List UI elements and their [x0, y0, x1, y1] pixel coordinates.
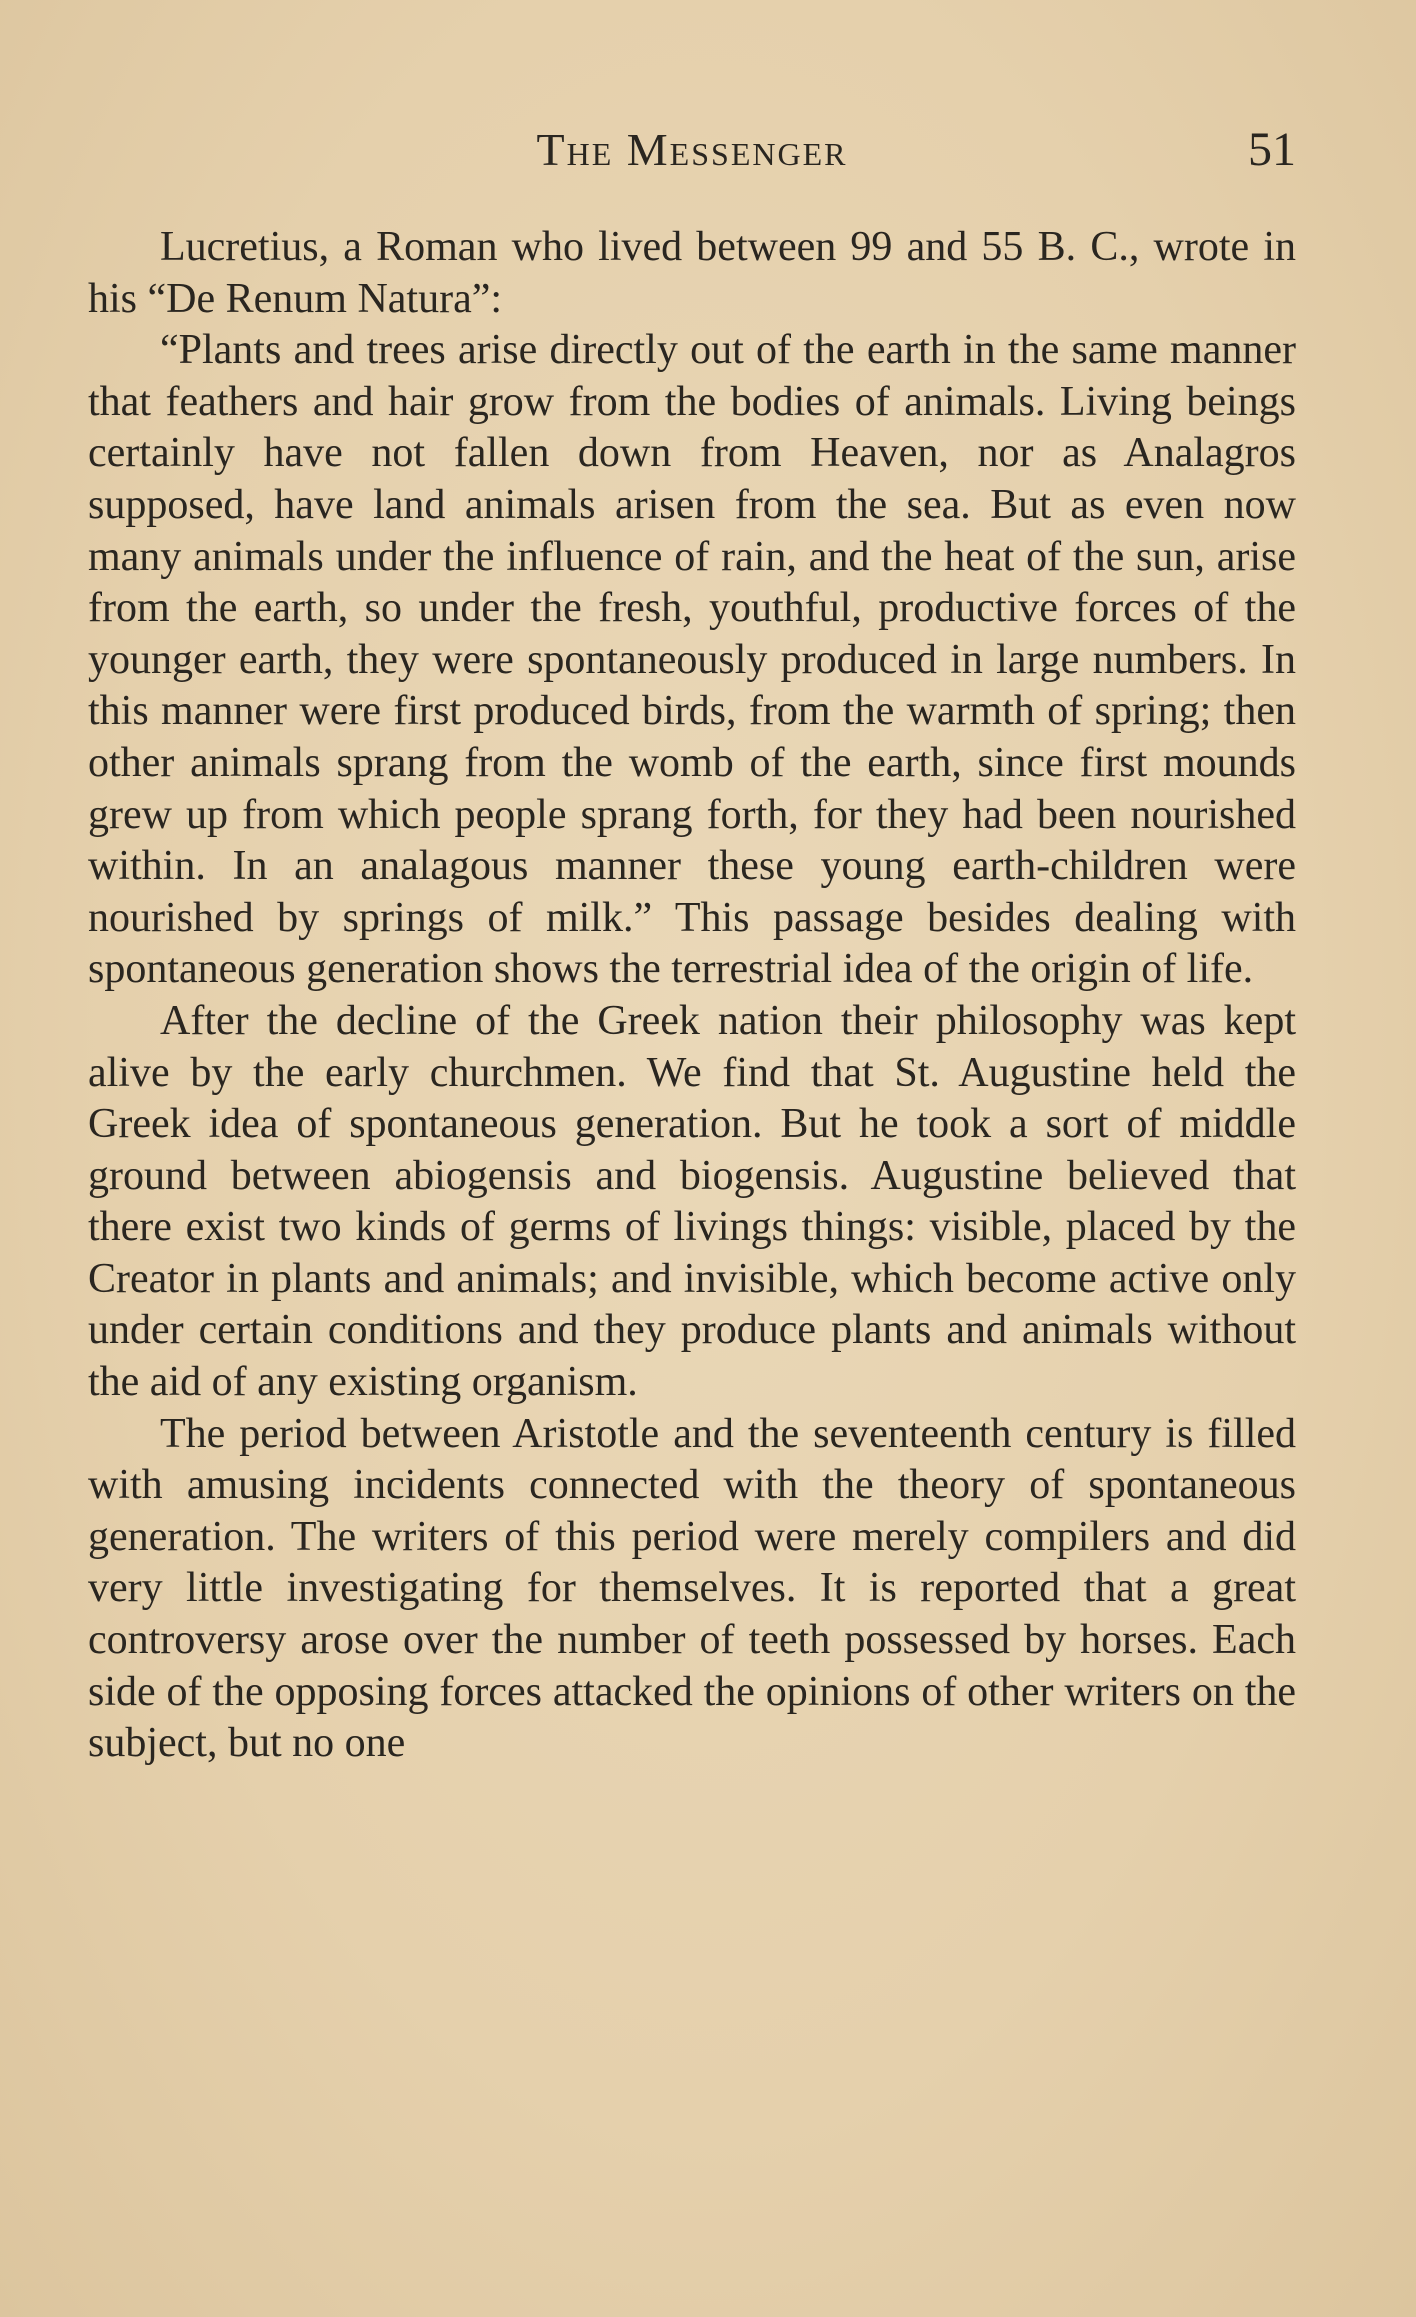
running-title: The Messenger: [536, 124, 848, 175]
body-text: [88, 222, 1296, 1770]
page-header: [88, 120, 1296, 180]
paragraph-aristotle-period: The period between Aristotle and the seventeenth century is filled with amusing incidents connected with the theory of spontaneous generation. The writers of this period were merely compilers and did very little investigating for themselves. It is reported that a great controversy arose over the number of teeth possessed by horses. Each side of the opposing forces attacked the opinions of other writers on the subject, but no one: [88, 1410, 1296, 1767]
page-number: 51: [1248, 123, 1296, 176]
paragraph-lucretius-intro: Lucretius, a Roman who lived between 99 and 55 B. C., wrote in his “De Renum Natura”:: [88, 224, 1296, 322]
paragraph-augustine: After the decline of the Greek nation their philosophy was kept alive by the early churchmen. We find that St. Augustine held the Greek idea of spontaneous generation. But he took a sort of middle ground between abiogensis and biogensis. Augustine believed that there exist two kinds of germs of livings things: visible, placed by the Creator in plants and animals; and invisible, which become active only under certain conditions and they produce plants and animals without the aid of any existing organism.: [88, 997, 1296, 1406]
paragraph-lucretius-quote: “Plants and trees arise directly out of the earth in the same manner that feathers and hair grow from the bodies of animals. Living beings certainly have not fallen down from Heaven, nor as Analagros supposed, have land animals arisen from the sea. But as even now many animals under the influence of rain, and the heat of the sun, arise from the earth, so under the fresh, youthful, productive forces of the younger earth, they were spontaneously produced in large numbers. In this manner were first produced birds, from the warmth of spring; then other animals sprang from the womb of the earth, since first mounds grew up from which people sprang forth, for they had been nourished within. In an analagous manner these young earth-children were nourished by springs of milk.” This passage besides dealing with spontaneous generation shows the terrestrial idea of the origin of life.: [88, 327, 1296, 993]
